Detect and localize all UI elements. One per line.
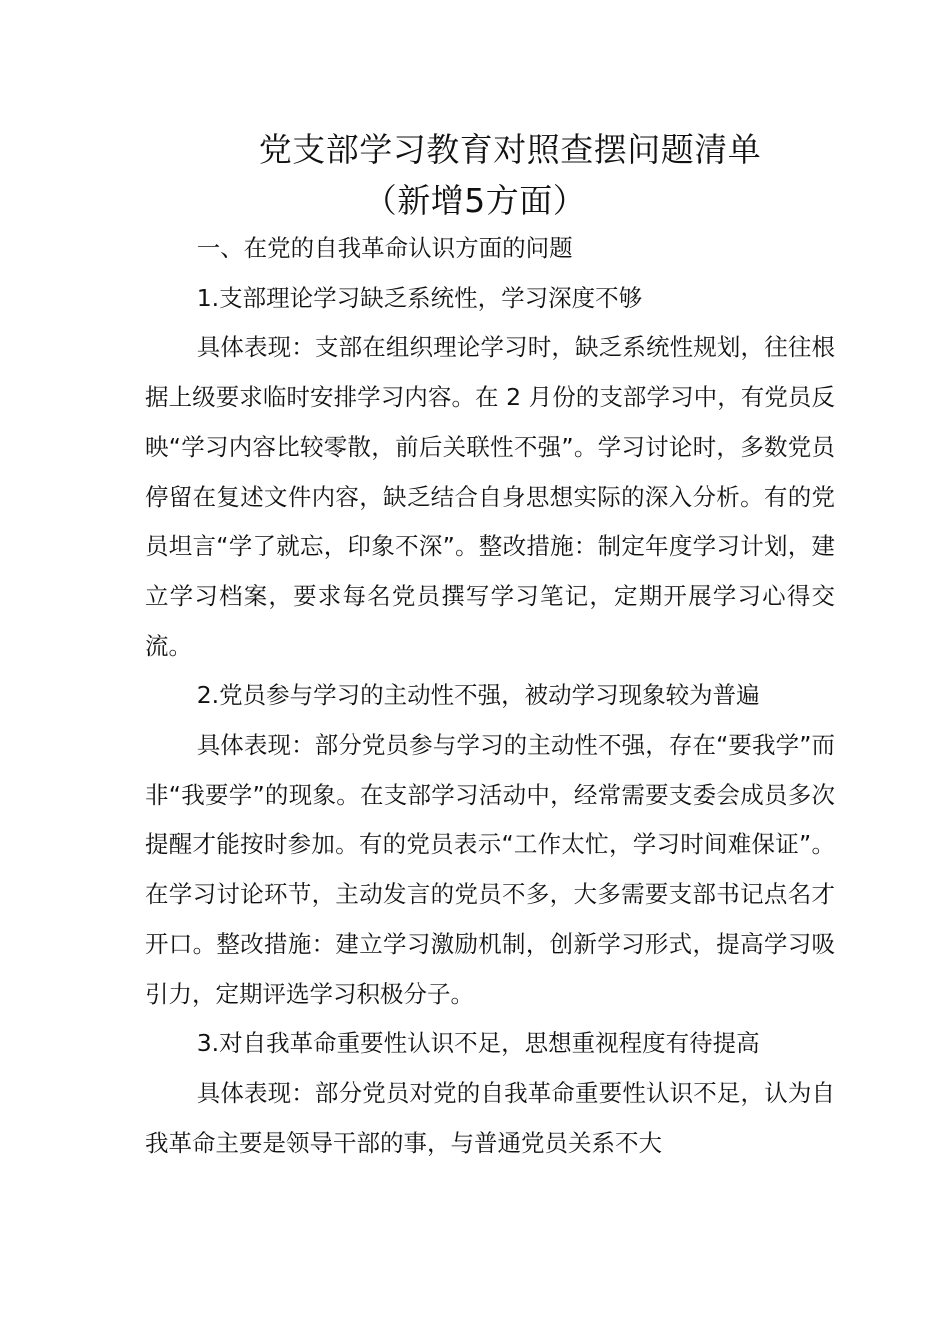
item-heading-3: 3.对自我革命重要性认识不足，思想重视程度有待提高 <box>196 1029 760 1058</box>
section-heading: 一、在党的自我革命认识方面的问题 <box>196 234 573 262</box>
item-detail-3: 具体表现：部分党员对党的自我革命重要性认识不足，认为自我革命主要是领导干部的事，与普通党员关系不大 <box>145 1078 835 1157</box>
item-heading-1: 1.支部理论学习缺乏系统性，学习深度不够 <box>196 283 643 312</box>
item-heading-2: 2.党员参与学习的主动性不强，被动学习现象较为普遍 <box>196 681 760 710</box>
document-subtitle: （新增5方面） <box>363 181 587 220</box>
item-detail-2: 具体表现：部分党员参与学习的主动性不强，存在“要我学”而非“我要学”的现象。在支部学习活动中，经常需要支委会成员多次提醒才能按时参加。有的党员表示“工作太忙，学习时间难保证”。在学习讨论环节，主动发言的党员不多，大多需要支部书记点名才开口。整改措施：建立学习激励机制，创新学习形式，提高学习吸引力，定期评选学习积极分子。 <box>145 731 835 1008</box>
document-title: 党支部学习教育对照查摆问题清单 <box>258 130 762 169</box>
document-body <box>145 224 835 1168</box>
item-detail-1: 具体表现：支部在组织理论学习时，缺乏系统性规划，往往根据上级要求临时安排学习内容。在 2 月份的支部学习中，有党员反映“学习内容比较零散，前后关联性不强”。学习讨论时，多数党员停留在复述文件内容，缺乏结合自身思想实际的深入分析。有的党员坦言“学了就忘，印象不深”。整改措施：制定年度学习计划，建立学习档案，要求每名党员撰写学习笔记，定期开展学习心得交流。 <box>145 333 835 660</box>
